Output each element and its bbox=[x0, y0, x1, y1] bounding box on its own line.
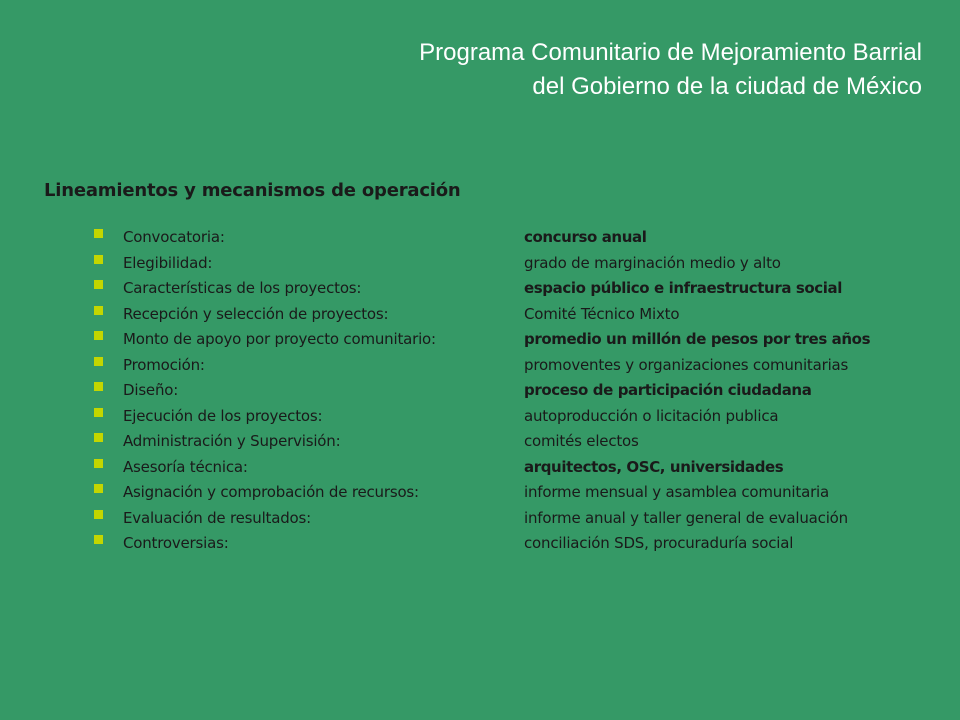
item-label: Características de los proyectos: bbox=[123, 279, 362, 297]
square-bullet-icon bbox=[94, 306, 103, 315]
slide-title-line-1: Programa Comunitario de Mejoramiento Barrial bbox=[419, 39, 922, 66]
square-bullet-icon bbox=[94, 433, 103, 442]
slide-title-line-2: del Gobierno de la ciudad de México bbox=[532, 73, 922, 100]
item-label: Administración y Supervisión: bbox=[123, 432, 341, 450]
item-label: Diseño: bbox=[123, 381, 179, 399]
item-label: Promoción: bbox=[123, 355, 205, 374]
item-value: concurso anual bbox=[524, 228, 647, 246]
item-value: Comité Técnico Mixto bbox=[524, 304, 680, 323]
slide-title bbox=[419, 36, 922, 104]
item-label: Asesoría técnica: bbox=[123, 457, 248, 476]
item-value: comités electos bbox=[524, 432, 639, 450]
item-label: Elegibilidad: bbox=[123, 253, 213, 272]
item-value: conciliación SDS, procuraduría social bbox=[524, 534, 794, 552]
item-label: Recepción y selección de proyectos: bbox=[123, 304, 389, 323]
square-bullet-icon bbox=[94, 357, 103, 366]
square-bullet-icon bbox=[94, 280, 103, 289]
item-value: promoventes y organizaciones comunitarias bbox=[524, 355, 849, 374]
item-label: Evaluación de resultados: bbox=[123, 508, 311, 527]
item-value: arquitectos, OSC, universidades bbox=[524, 457, 784, 476]
item-label: Convocatoria: bbox=[123, 228, 225, 246]
item-value: autoproducción o licitación publica bbox=[524, 406, 779, 425]
square-bullet-icon bbox=[94, 255, 103, 264]
item-label: Asignación y comprobación de recursos: bbox=[123, 483, 419, 501]
square-bullet-icon bbox=[94, 459, 103, 468]
item-value: grado de marginación medio y alto bbox=[524, 253, 781, 272]
item-value: espacio público e infraestructura social bbox=[524, 279, 842, 297]
item-label: Controversias: bbox=[123, 534, 229, 552]
section-heading: Lineamientos y mecanismos de operación bbox=[44, 180, 461, 201]
item-label: Ejecución de los proyectos: bbox=[123, 406, 323, 425]
square-bullet-icon bbox=[94, 229, 103, 238]
item-value: informe anual y taller general de evaluación bbox=[524, 508, 848, 527]
item-value: informe mensual y asamblea comunitaria bbox=[524, 483, 829, 501]
square-bullet-icon bbox=[94, 535, 103, 544]
item-label: Monto de apoyo por proyecto comunitario: bbox=[123, 330, 436, 348]
item-value: promedio un millón de pesos por tres años bbox=[524, 330, 871, 348]
square-bullet-icon bbox=[94, 382, 103, 391]
square-bullet-icon bbox=[94, 484, 103, 493]
square-bullet-icon bbox=[94, 510, 103, 519]
square-bullet-icon bbox=[94, 408, 103, 417]
item-value: proceso de participación ciudadana bbox=[524, 381, 812, 399]
square-bullet-icon bbox=[94, 331, 103, 340]
